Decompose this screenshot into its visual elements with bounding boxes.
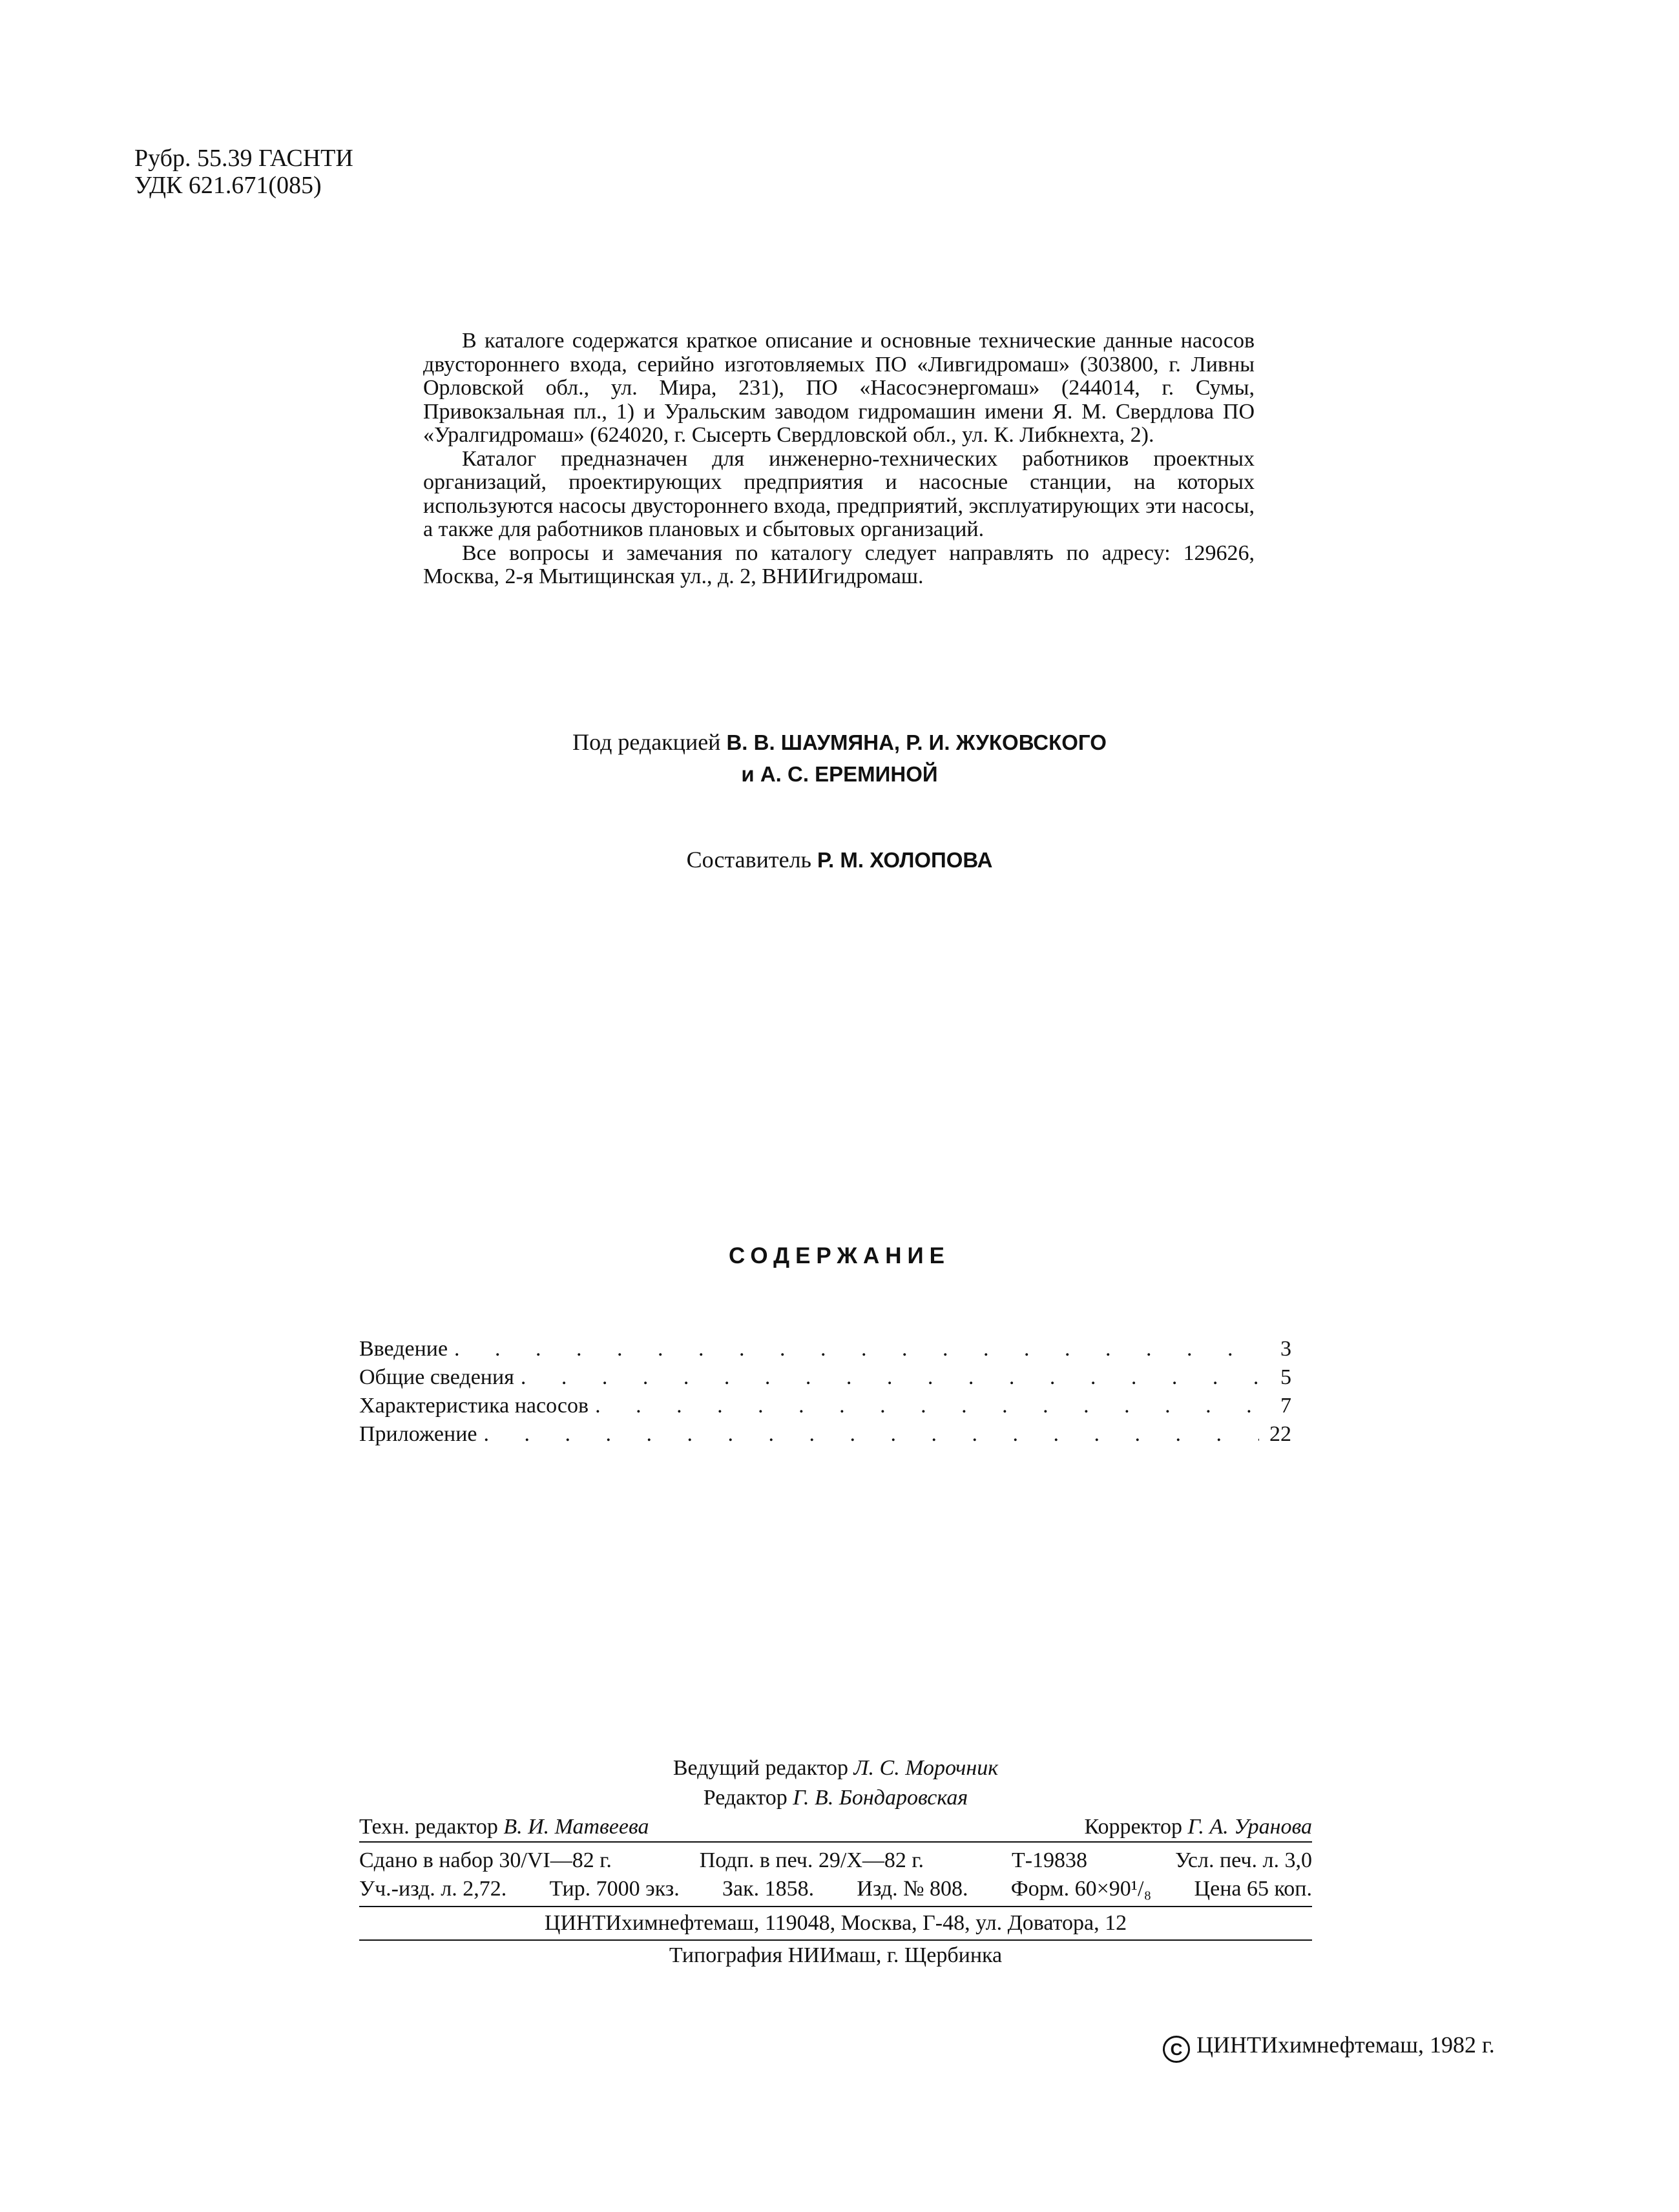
rubric-code: Рубр. 55.39 ГАСНТИ: [134, 145, 353, 172]
print-field: Форм. 60×90¹/₈: [1010, 1877, 1152, 1901]
tech-editor-name: В. И. Матвеева: [503, 1815, 649, 1839]
lead-editor-name: Л. С. Морочник: [853, 1756, 999, 1780]
editors-line: [0, 727, 1679, 758]
copyright-text: ЦИНТИхимнефтемаш, 1982 г.: [1196, 2032, 1495, 2058]
copyright-icon: C: [1163, 2036, 1190, 2063]
editor-name: Г. В. Бондаровская: [793, 1786, 968, 1810]
lead-editor-label: Ведущий редактор: [673, 1756, 849, 1780]
contents-title: СОДЕРЖАНИЕ: [728, 1243, 950, 1268]
editors-names-continued: и А. С. ЕРЕМИНОЙ: [741, 762, 938, 786]
classification-block: [134, 145, 353, 199]
compiler-line: [0, 846, 1679, 873]
print-field: Усл. печ. л. 3,0: [1174, 1848, 1312, 1872]
toc-entry-page: 3: [1280, 1337, 1291, 1361]
print-field: Зак. 1858.: [722, 1877, 815, 1901]
print-field: Т-19838: [1011, 1848, 1088, 1872]
proofreader-name: Г. А. Уранова: [1187, 1815, 1312, 1839]
editor-label: Редактор: [703, 1786, 787, 1810]
toc-leader-dots: [521, 1365, 1259, 1390]
editors-block: [0, 727, 1679, 790]
toc-entry-page: 22: [1269, 1422, 1291, 1446]
tech-editor-proofreader-line: [359, 1813, 1312, 1841]
toc-entry: [359, 1337, 1291, 1365]
toc-entry: [359, 1422, 1291, 1451]
toc-entry-label: Общие сведения: [359, 1365, 514, 1389]
table-of-contents: [359, 1337, 1291, 1451]
tech-editor-label: Техн. редактор: [359, 1815, 498, 1839]
print-field: Изд. № 808.: [857, 1877, 968, 1901]
print-field: Цена 65 коп.: [1194, 1877, 1312, 1901]
print-field: Сдано в набор 30/VI—82 г.: [359, 1848, 612, 1872]
print-field: Подп. в печ. 29/X—82 г.: [699, 1848, 924, 1872]
toc-entry-page: 7: [1280, 1394, 1291, 1418]
toc-entry-label: Характеристика насосов: [359, 1394, 589, 1418]
tech-editor: [359, 1813, 649, 1841]
print-field: Тир. 7000 экз.: [549, 1877, 680, 1901]
editors-prefix: Под редакцией: [572, 729, 721, 755]
editor-line: [359, 1783, 1312, 1813]
toc-entry: [359, 1394, 1291, 1422]
copyright-line: [1163, 2031, 1495, 2063]
print-field: Уч.-изд. л. 2,72.: [359, 1877, 507, 1901]
toc-entry: [359, 1365, 1291, 1394]
print-data-line-1: [359, 1846, 1312, 1875]
editors-line: [0, 758, 1679, 790]
toc-leader-dots: [483, 1422, 1259, 1447]
abstract: [423, 329, 1255, 589]
toc-leader-dots: [595, 1394, 1259, 1418]
printer-line: Типография НИИмаш, г. Щербинка: [669, 1943, 1003, 1967]
publisher-line: ЦИНТИхимнефтемаш, 119048, Москва, Г-48, ул. Доватора, 12: [544, 1911, 1127, 1935]
toc-entry-label: Приложение: [359, 1422, 477, 1446]
lead-editor-line: [359, 1753, 1312, 1783]
editors-names: В. В. ШАУМЯНА, Р. И. ЖУКОВСКОГО: [726, 730, 1107, 754]
udc-code: УДК 621.671(085): [134, 172, 322, 199]
abstract-paragraph: Все вопросы и замечания по каталогу следует направлять по адресу: 129626, Москва, 2-я Мытищинская ул., д. 2, ВНИИгидромаш.: [423, 541, 1255, 588]
proofreader-label: Корректор: [1084, 1815, 1183, 1839]
toc-entry-label: Введение: [359, 1337, 448, 1361]
abstract-paragraph: В каталоге содержатся краткое описание и основные технические данные насосов двустороннего входа, серийно изготовляемых ПО «Ливгидромаш» (303800, г. Ливны Орловской обл., ул. Мира, 231), ПО «Насосэнергомаш» (244014, г. Сумы, Привокзальная пл., 1) и Уральским заводом гидромашин имени Я. М. Свердлова ПО «Уралгидромаш» (624020, г. Сысерть Свердловской обл., ул. К. Либкнехта, 2).: [423, 329, 1255, 447]
proofreader: [1084, 1813, 1312, 1841]
imprint-divider: [359, 1841, 1312, 1843]
compiler-prefix: Составитель: [686, 847, 811, 873]
compiler-name: Р. М. ХОЛОПОВА: [817, 848, 993, 872]
imprint-block: [359, 1753, 1312, 1970]
abstract-paragraph: Каталог предназначен для инженерно-технических работников проектных организаций, проектирующих предприятия и насосные станции, на которых используются насосы двустороннего входа, предприятий, эксплуатирующих эти насосы, а также для работников плановых и сбытовых организаций.: [423, 446, 1255, 541]
toc-leader-dots: [454, 1337, 1259, 1361]
toc-entry-page: 5: [1280, 1365, 1291, 1389]
print-data-line-2: [359, 1875, 1312, 1903]
